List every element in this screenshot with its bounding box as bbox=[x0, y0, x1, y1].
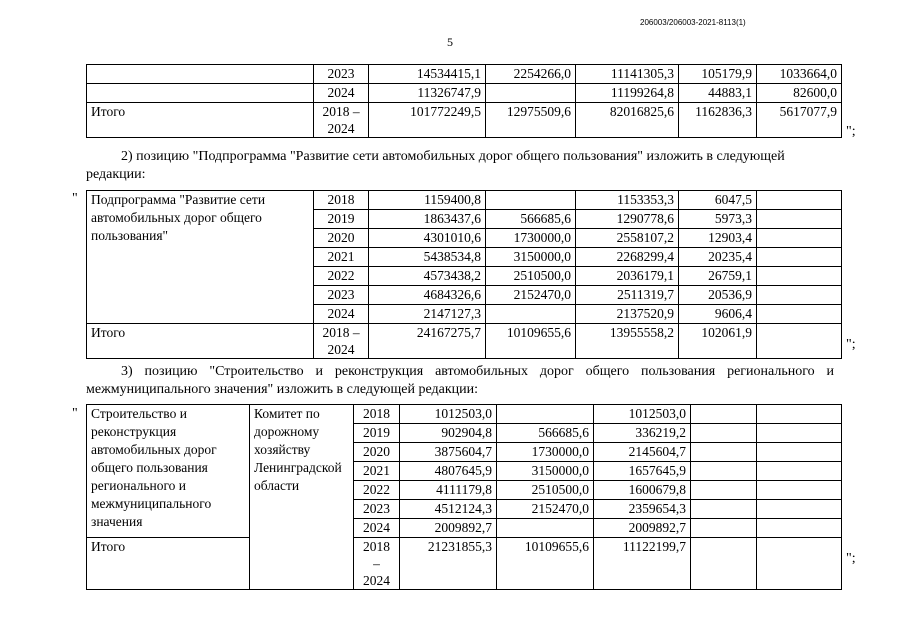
table-subprogram-road-network bbox=[86, 190, 842, 359]
value-cell: 10109655,6 bbox=[497, 538, 594, 590]
value-cell: 4573438,2 bbox=[369, 267, 486, 286]
value-cell: 2359654,3 bbox=[594, 500, 691, 519]
opening-quote-3: " bbox=[72, 406, 78, 421]
value-cell: 2152470,0 bbox=[486, 286, 576, 305]
value-cell: 1159400,8 bbox=[369, 191, 486, 210]
value-cell bbox=[691, 538, 757, 590]
value-cell bbox=[757, 267, 842, 286]
value-cell: 5438534,8 bbox=[369, 248, 486, 267]
year-cell: 2022 bbox=[354, 481, 400, 500]
value-cell: 2145604,7 bbox=[594, 443, 691, 462]
table-row bbox=[87, 405, 842, 424]
table-row bbox=[87, 191, 842, 210]
value-cell: 1033664,0 bbox=[757, 65, 842, 84]
value-cell: 1730000,0 bbox=[497, 443, 594, 462]
value-cell: 1012503,0 bbox=[400, 405, 497, 424]
value-cell bbox=[691, 519, 757, 538]
value-cell: 1012503,0 bbox=[594, 405, 691, 424]
value-cell: 82600,0 bbox=[757, 84, 842, 103]
value-cell: 101772249,5 bbox=[369, 103, 486, 138]
value-cell: 24167275,7 bbox=[369, 324, 486, 359]
paragraph-item-3: 3) позицию "Строительство и реконструкция автомобильных дорог общего пользования регионального и межмуниципального значения" изложить в следующей редакции: bbox=[86, 364, 834, 397]
value-cell bbox=[497, 405, 594, 424]
table-row bbox=[87, 103, 842, 138]
value-cell bbox=[757, 538, 842, 590]
value-cell bbox=[757, 500, 842, 519]
year-cell: 2019 bbox=[314, 210, 369, 229]
year-cell: 2023 bbox=[314, 286, 369, 305]
value-cell: 3150000,0 bbox=[486, 248, 576, 267]
value-cell: 2510500,0 bbox=[486, 267, 576, 286]
value-cell bbox=[757, 191, 842, 210]
opening-quote-2: " bbox=[72, 191, 78, 206]
value-cell: 4111179,8 bbox=[400, 481, 497, 500]
value-cell: 5973,3 bbox=[679, 210, 757, 229]
closing-quote-3: "; bbox=[846, 551, 856, 566]
table-row bbox=[87, 65, 842, 84]
value-cell: 21231855,3 bbox=[400, 538, 497, 590]
year-cell: 2020 bbox=[354, 443, 400, 462]
year-cell: 2021 bbox=[314, 248, 369, 267]
page-number: 5 bbox=[447, 35, 453, 49]
value-cell: 12903,4 bbox=[679, 229, 757, 248]
value-cell: 3875604,7 bbox=[400, 443, 497, 462]
value-cell: 2268299,4 bbox=[576, 248, 679, 267]
value-cell: 4807645,9 bbox=[400, 462, 497, 481]
value-cell bbox=[757, 324, 842, 359]
value-cell: 566685,6 bbox=[497, 424, 594, 443]
total-row bbox=[87, 538, 842, 590]
year-cell: 2024 bbox=[354, 519, 400, 538]
value-cell: 2009892,7 bbox=[400, 519, 497, 538]
value-cell: 2152470,0 bbox=[497, 500, 594, 519]
closing-quote-1: "; bbox=[846, 124, 856, 139]
row-label: Итого bbox=[87, 103, 314, 138]
value-cell bbox=[757, 286, 842, 305]
value-cell: 2558107,2 bbox=[576, 229, 679, 248]
subprogram-name: Подпрограмма "Развитие сети автомобильных дорог общего пользования" bbox=[87, 191, 314, 324]
value-cell: 2147127,3 bbox=[369, 305, 486, 324]
value-cell bbox=[691, 443, 757, 462]
value-cell: 9606,4 bbox=[679, 305, 757, 324]
value-cell: 902904,8 bbox=[400, 424, 497, 443]
value-cell bbox=[486, 84, 576, 103]
value-cell: 12975509,6 bbox=[486, 103, 576, 138]
value-cell: 4512124,3 bbox=[400, 500, 497, 519]
value-cell bbox=[757, 462, 842, 481]
value-cell bbox=[691, 405, 757, 424]
document-number: 206003/206003-2021-8113(1) bbox=[640, 18, 746, 27]
value-cell: 2511319,7 bbox=[576, 286, 679, 305]
row-label bbox=[87, 84, 314, 103]
year-cell: 2018 bbox=[354, 405, 400, 424]
year-cell: 2019 bbox=[354, 424, 400, 443]
value-cell: 44883,1 bbox=[679, 84, 757, 103]
year-cell: 2024 bbox=[314, 84, 369, 103]
total-label: Итого bbox=[87, 538, 250, 590]
value-cell: 6047,5 bbox=[679, 191, 757, 210]
value-cell: 13955558,2 bbox=[576, 324, 679, 359]
total-label: Итого bbox=[87, 324, 314, 359]
value-cell: 2036179,1 bbox=[576, 267, 679, 286]
value-cell: 566685,6 bbox=[486, 210, 576, 229]
value-cell: 2254266,0 bbox=[486, 65, 576, 84]
value-cell: 4301010,6 bbox=[369, 229, 486, 248]
value-cell bbox=[757, 424, 842, 443]
value-cell: 14534415,1 bbox=[369, 65, 486, 84]
value-cell bbox=[691, 462, 757, 481]
value-cell: 82016825,6 bbox=[576, 103, 679, 138]
value-cell: 10109655,6 bbox=[486, 324, 576, 359]
total-row bbox=[87, 324, 842, 359]
year-cell: 2020 bbox=[314, 229, 369, 248]
value-cell bbox=[757, 248, 842, 267]
executor-name: Комитет по дорожному хозяйству Ленинградской области bbox=[250, 405, 354, 590]
value-cell: 11122199,7 bbox=[594, 538, 691, 590]
year-cell: 2018 – 2024 bbox=[314, 103, 369, 138]
value-cell: 1153353,3 bbox=[576, 191, 679, 210]
year-range: 2018 – 2024 bbox=[354, 538, 400, 590]
value-cell: 1290778,6 bbox=[576, 210, 679, 229]
table-row bbox=[87, 84, 842, 103]
value-cell bbox=[757, 443, 842, 462]
value-cell: 105179,9 bbox=[679, 65, 757, 84]
row-label bbox=[87, 65, 314, 84]
program-name: Строительство и реконструкция автомобильных дорог общего пользования регионального и межмуниципального значения bbox=[87, 405, 250, 538]
value-cell bbox=[757, 519, 842, 538]
year-cell: 2018 bbox=[314, 191, 369, 210]
value-cell bbox=[486, 191, 576, 210]
value-cell: 2137520,9 bbox=[576, 305, 679, 324]
value-cell: 5617077,9 bbox=[757, 103, 842, 138]
value-cell: 1600679,8 bbox=[594, 481, 691, 500]
year-cell: 2022 bbox=[314, 267, 369, 286]
value-cell: 4684326,6 bbox=[369, 286, 486, 305]
year-cell: 2023 bbox=[354, 500, 400, 519]
table-continuation bbox=[86, 64, 842, 138]
value-cell bbox=[757, 210, 842, 229]
value-cell: 11199264,8 bbox=[576, 84, 679, 103]
value-cell: 20235,4 bbox=[679, 248, 757, 267]
paragraph-item-2: 2) позицию "Подпрограмма "Развитие сети автомобильных дорог общего пользования" изложить в следующей редакции: bbox=[86, 149, 785, 182]
value-cell: 1162836,3 bbox=[679, 103, 757, 138]
value-cell: 11326747,9 bbox=[369, 84, 486, 103]
value-cell bbox=[486, 305, 576, 324]
value-cell bbox=[757, 481, 842, 500]
value-cell: 3150000,0 bbox=[497, 462, 594, 481]
value-cell: 11141305,3 bbox=[576, 65, 679, 84]
value-cell bbox=[691, 481, 757, 500]
value-cell bbox=[691, 424, 757, 443]
value-cell bbox=[757, 305, 842, 324]
table-construction-roads bbox=[86, 404, 842, 590]
year-cell: 2021 bbox=[354, 462, 400, 481]
value-cell: 2510500,0 bbox=[497, 481, 594, 500]
value-cell: 336219,2 bbox=[594, 424, 691, 443]
year-cell: 2024 bbox=[314, 305, 369, 324]
value-cell: 26759,1 bbox=[679, 267, 757, 286]
year-range: 2018 – 2024 bbox=[314, 324, 369, 359]
value-cell: 1863437,6 bbox=[369, 210, 486, 229]
value-cell bbox=[757, 229, 842, 248]
year-cell: 2023 bbox=[314, 65, 369, 84]
value-cell: 20536,9 bbox=[679, 286, 757, 305]
value-cell bbox=[497, 519, 594, 538]
value-cell: 1657645,9 bbox=[594, 462, 691, 481]
value-cell bbox=[691, 500, 757, 519]
value-cell: 1730000,0 bbox=[486, 229, 576, 248]
value-cell: 2009892,7 bbox=[594, 519, 691, 538]
closing-quote-2: "; bbox=[846, 337, 856, 352]
value-cell bbox=[757, 405, 842, 424]
value-cell: 102061,9 bbox=[679, 324, 757, 359]
